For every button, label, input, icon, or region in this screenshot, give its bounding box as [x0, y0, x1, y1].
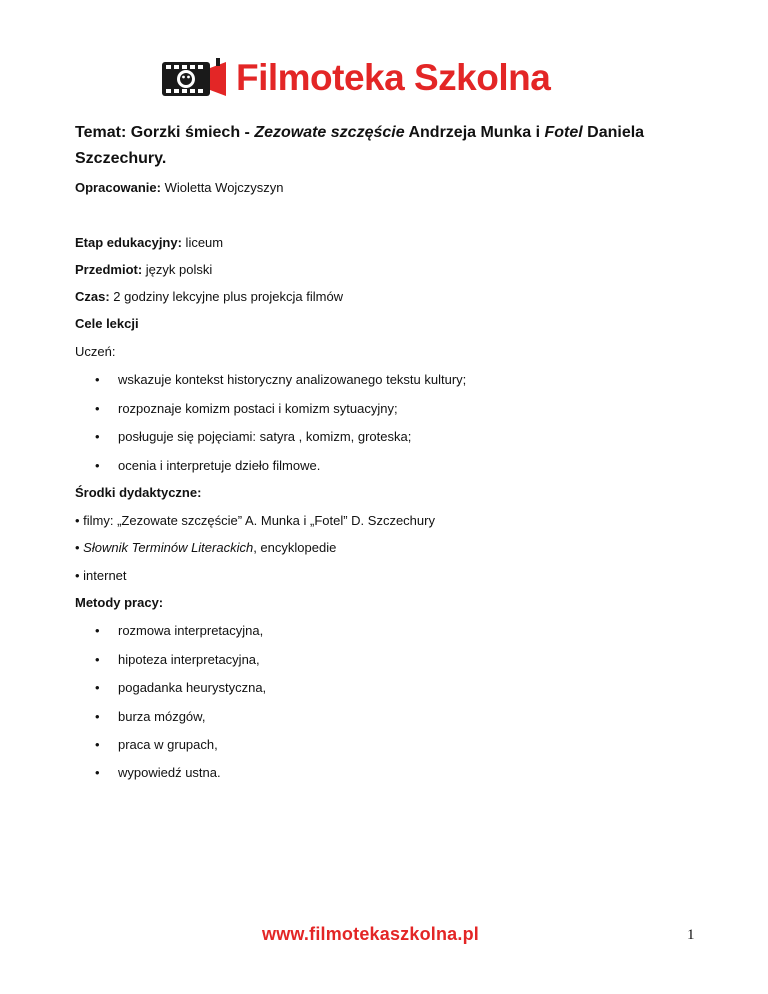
filmoteka-logo	[160, 50, 610, 106]
list-item	[95, 709, 205, 724]
subject-label: Przedmiot:	[75, 262, 143, 277]
methods-heading-text: Metody pracy:	[75, 595, 164, 610]
bullet: •	[95, 709, 100, 724]
list-item	[95, 623, 263, 638]
time-line	[75, 289, 343, 304]
bullet: •	[95, 680, 100, 695]
subject-line	[75, 262, 212, 277]
list-item	[95, 372, 466, 387]
footer-website-link[interactable]: www.filmotekaszkolna.pl	[262, 924, 479, 944]
title-text: Andrzeja Munka i	[404, 124, 545, 141]
bullet: •	[95, 458, 100, 473]
method-text: pogadanka heurystyczna,	[118, 680, 267, 695]
bullet: •	[95, 765, 100, 780]
list-item	[95, 737, 218, 752]
goal-text: wskazuje kontekst historyczny analizowanego tekstu kultury;	[118, 372, 467, 387]
method-text: burza mózgów,	[118, 709, 206, 724]
time-value: 2 godziny lekcyjne plus projekcja filmów	[109, 289, 344, 304]
goals-heading	[75, 316, 139, 331]
resource-item-2	[75, 540, 336, 555]
method-text: wypowiedź ustna.	[118, 765, 221, 780]
method-text: praca w grupach,	[118, 737, 218, 752]
bullet: •	[95, 372, 100, 387]
resources-heading	[75, 485, 201, 500]
goal-text: ocenia i interpretuje dzieło filmowe.	[118, 458, 321, 473]
bullet: •	[95, 401, 100, 416]
method-text: rozmowa interpretacyjna,	[118, 623, 264, 638]
bullet: •	[95, 737, 100, 752]
resource-bullet: •	[75, 540, 84, 555]
title-text: Temat: Gorzki śmiech -	[75, 124, 255, 141]
title-film-2: Fotel	[544, 124, 583, 141]
stage-label: Etap edukacyjny:	[75, 235, 182, 250]
author-value: Wioletta Wojczyszyn	[160, 180, 284, 195]
title-text: Daniela Szczechury.	[75, 124, 645, 167]
bullet: •	[95, 652, 100, 667]
author-line	[75, 180, 284, 195]
page-number: 1	[687, 927, 695, 943]
bullet: •	[95, 623, 100, 638]
list-item	[95, 765, 221, 780]
methods-heading	[75, 595, 163, 610]
goals-heading-text: Cele lekcji	[75, 316, 139, 331]
title-film-1: Zezowate szczęście	[254, 124, 405, 141]
resource-suffix: , encyklopedie	[253, 540, 337, 555]
resource-item-1: • filmy: „Zezowate szczęście” A. Munka i „Fotel” D. Szczechury	[75, 513, 435, 528]
resources-heading-text: Środki dydaktyczne:	[75, 485, 202, 500]
lesson-title	[75, 120, 695, 172]
list-item	[95, 652, 260, 667]
method-text: hipoteza interpretacyjna,	[118, 652, 260, 667]
stage-value: liceum	[181, 235, 224, 250]
resource-dictionary: Słownik Terminów Literackich	[83, 540, 254, 555]
list-item	[95, 680, 266, 695]
author-label: Opracowanie:	[75, 180, 161, 195]
film-reel-icon	[160, 54, 232, 102]
goal-text: posługuje się pojęciami: satyra , komizm, groteska;	[118, 429, 412, 444]
stage-line	[75, 235, 223, 250]
goal-text: rozpoznaje komizm postaci i komizm sytuacyjny;	[118, 401, 398, 416]
resource-item-3: • internet	[75, 568, 127, 583]
goals-intro: Uczeń:	[75, 344, 116, 359]
list-item	[95, 401, 398, 416]
bullet: •	[95, 429, 100, 444]
logo-wordmark: Filmoteka Szkolna	[236, 57, 551, 98]
subject-value: język polski	[142, 262, 213, 277]
time-label: Czas:	[75, 289, 110, 304]
list-item	[95, 429, 411, 444]
list-item	[95, 458, 320, 473]
